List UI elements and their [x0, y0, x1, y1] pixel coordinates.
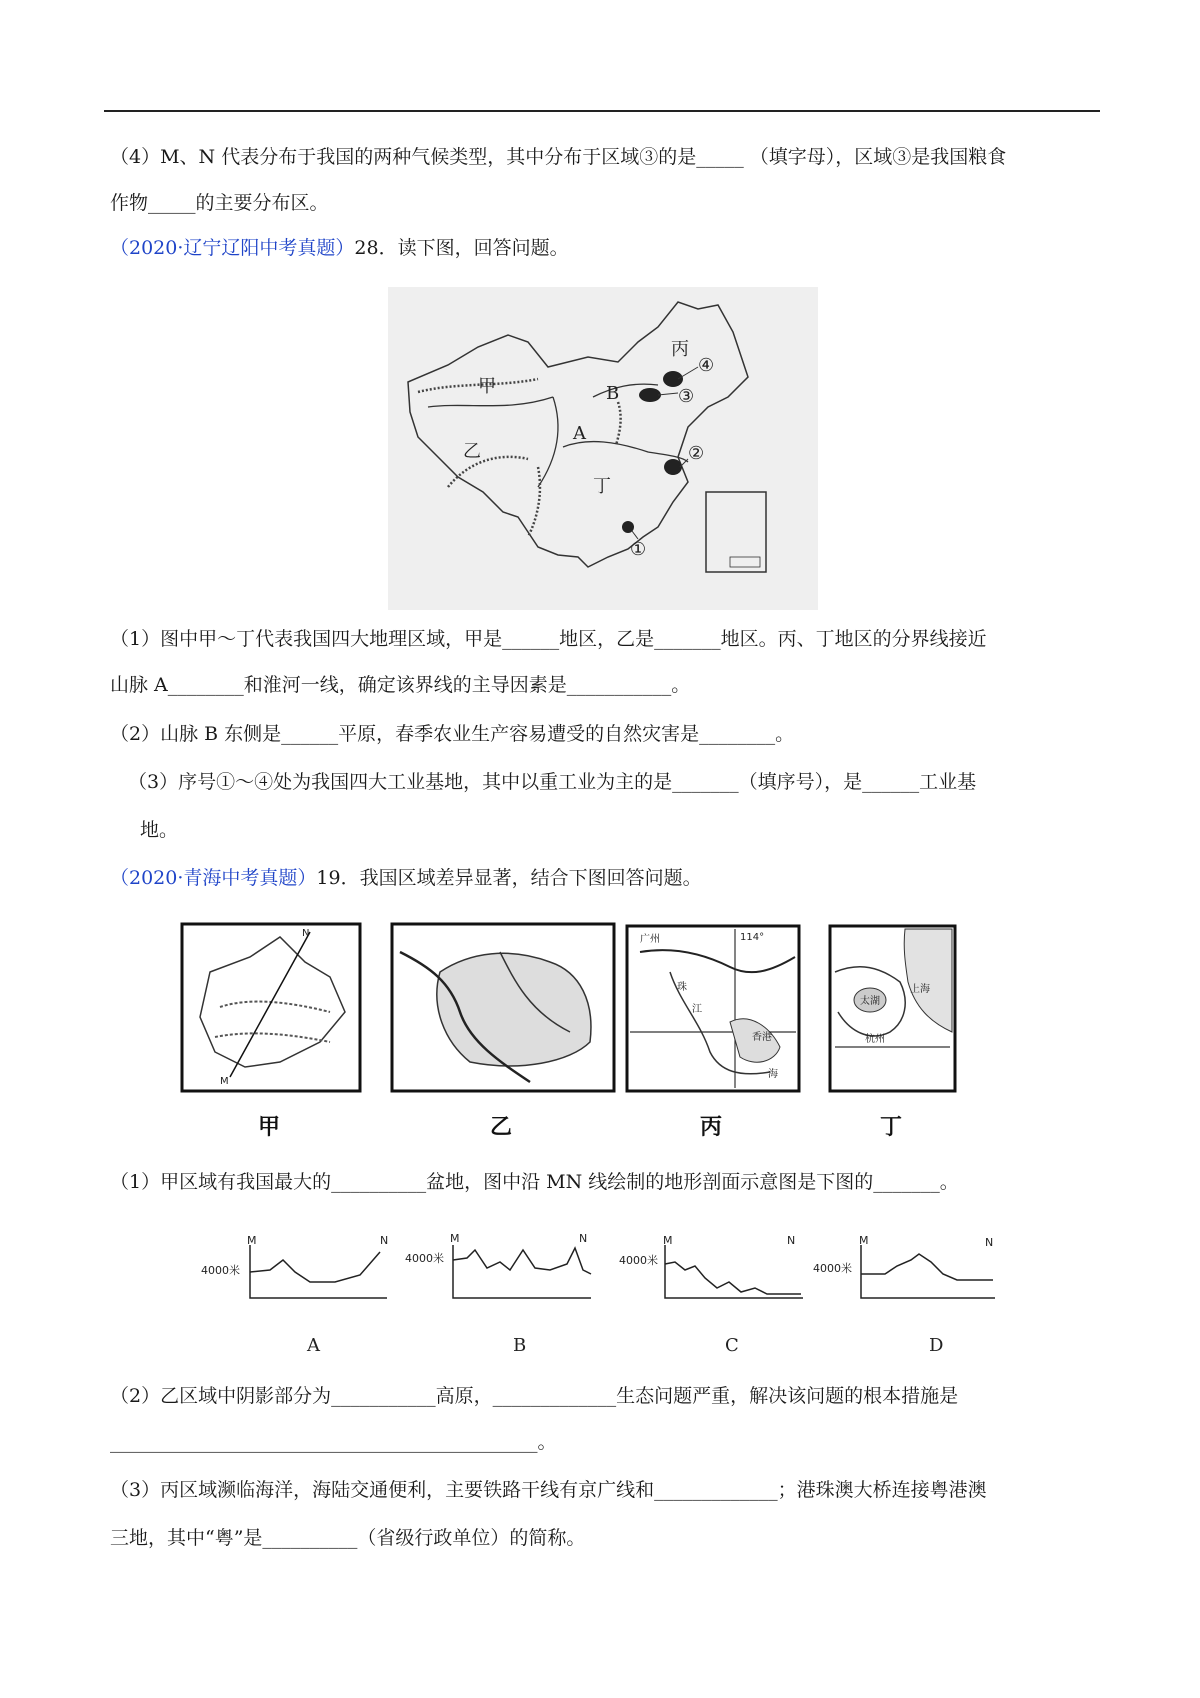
panel-bing-jiang: 江 [692, 1004, 702, 1015]
map-label-b: B [606, 383, 620, 404]
panel-ding [830, 926, 955, 1140]
q28-sub1-line1: （1）图中甲～丁代表我国四大地理区域，甲是______地区，乙是_______地区。丙、丁地区的分界线接近 [110, 628, 987, 650]
panel-bing-sea: 海 [768, 1069, 778, 1080]
map-marker-2: ② [688, 443, 705, 464]
terrain-profiles [195, 1230, 1015, 1370]
q28-sub2: （2）山脉 B 东侧是______平原，春季农业生产容易遭受的自然灾害是________。 [110, 723, 795, 745]
profile-d-letter: D [929, 1335, 944, 1356]
q28-stem: 28．读下图，回答问题。 [354, 237, 569, 259]
panel-jia-m: M [220, 1076, 229, 1087]
profile-a-letter: A [307, 1335, 320, 1356]
profile-b-elev: 4000米 [405, 1252, 444, 1265]
q28-sub1-line2: 山脉 A________和淮河一线，确定该界线的主导因素是___________。 [110, 674, 691, 696]
panel-ding-caption: 丁 [880, 1115, 903, 1140]
panel-bing [627, 926, 799, 1140]
china-region-map [388, 287, 818, 610]
panel-bing-caption: 丙 [700, 1115, 723, 1140]
panel-jia [182, 924, 360, 1140]
profile-c-letter: C [725, 1335, 739, 1356]
panel-bing-lon: 114° [740, 932, 765, 943]
q19-sub1: （1）甲区域有我国最大的__________盆地，图中沿 MN 线绘制的地形剖面示意图是下图的_______。 [110, 1171, 959, 1193]
profile-d-n: N [985, 1236, 994, 1249]
map-label-yi: 乙 [463, 441, 481, 462]
profile-d-m: M [859, 1234, 869, 1247]
q4-line1: （4）M、N 代表分布于我国的两种气候类型，其中分布于区域③的是_____ （填字母），区域③是我国粮食 [110, 146, 1007, 168]
panel-jia-n: N [302, 928, 310, 939]
profile-b-m: M [450, 1232, 460, 1245]
q19-sub2-line2: _____________________________________________。 [110, 1431, 557, 1453]
map-marker-4: ④ [698, 355, 715, 376]
map-marker-3: ③ [678, 386, 695, 407]
profile-c-elev: 4000米 [619, 1254, 658, 1267]
map-label-jia: 甲 [478, 376, 496, 397]
profile-a-n: N [380, 1234, 389, 1247]
panel-ding-shanghai: 上海 [910, 984, 930, 995]
profile-c-m: M [663, 1234, 673, 1247]
q19-sub3-line1: （3）丙区域濒临海洋，海陆交通便利，主要铁路干线有京广线和_____________；港珠澳大桥连接粤港澳 [110, 1479, 987, 1501]
profile-a-m: M [247, 1234, 257, 1247]
q28-sub3-line1: （3）序号①～④处为我国四大工业基地，其中以重工业为主的是_______（填序号），是______工业基 [128, 771, 977, 793]
panel-bing-zhu: 珠 [677, 982, 687, 993]
q19-sub3-line2: 三地，其中“粤”是__________（省级行政单位）的简称。 [110, 1527, 586, 1549]
profile-d [813, 1234, 995, 1356]
q28-heading [110, 236, 569, 260]
panel-bing-guangzhou: 广州 [640, 934, 660, 945]
q19-sub2-line1: （2）乙区域中阴影部分为___________高原，_____________生态问题严重，解决该问题的根本措施是 [110, 1385, 959, 1407]
q4-line2: 作物_____的主要分布区。 [110, 192, 329, 214]
panel-yi [392, 924, 614, 1140]
profile-a-elev: 4000米 [201, 1264, 240, 1277]
panel-jia-caption: 甲 [258, 1115, 281, 1140]
region-panels [170, 912, 1100, 1157]
q28-source: （2020·辽宁辽阳中考真题） [110, 237, 355, 259]
header-rule [104, 110, 1100, 112]
panel-ding-hangzhou: 杭州 [865, 1034, 885, 1045]
map-label-ding: 丁 [593, 476, 611, 497]
profile-b [405, 1232, 591, 1356]
panel-yi-caption: 乙 [490, 1115, 513, 1140]
profile-b-letter: B [513, 1335, 527, 1356]
profile-b-n: N [579, 1232, 588, 1245]
q19-heading [110, 866, 702, 890]
profile-c-n: N [787, 1234, 796, 1247]
profile-d-elev: 4000米 [813, 1262, 852, 1275]
map-label-a: A [573, 423, 586, 444]
profile-c [619, 1234, 803, 1356]
panel-ding-taihu: 太湖 [860, 996, 880, 1007]
profile-a [201, 1234, 388, 1356]
panel-bing-hk: 香港 [752, 1032, 772, 1043]
map-label-bing: 丙 [671, 339, 689, 360]
q19-source: （2020·青海中考真题） [110, 867, 317, 889]
q28-sub3-line2: 地。 [140, 819, 179, 841]
map-marker-1: ① [630, 539, 647, 560]
q19-stem: 19．我国区域差异显著，结合下图回答问题。 [316, 867, 702, 889]
